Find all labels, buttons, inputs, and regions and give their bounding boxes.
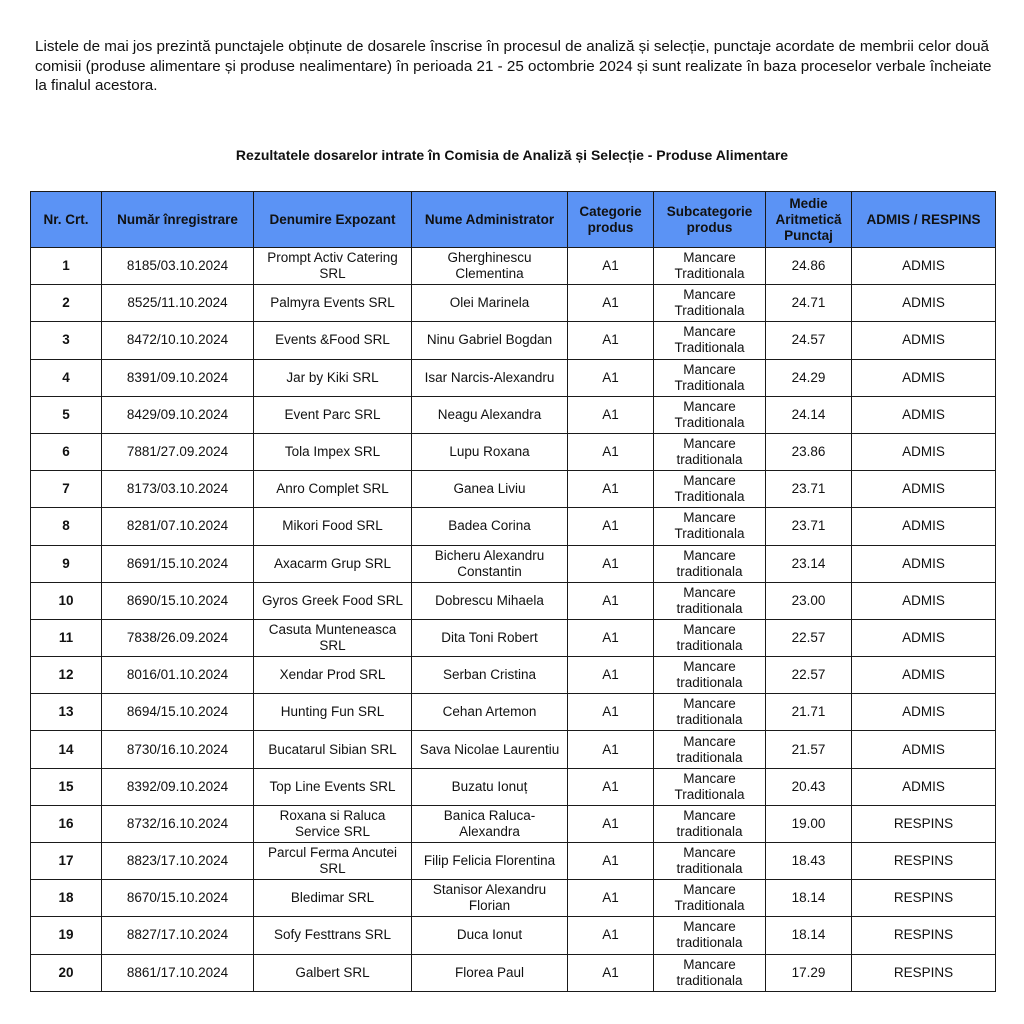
cell-subcategory: Mancare traditionala <box>654 619 766 656</box>
header-score: Medie Aritmetică Punctaj <box>766 192 852 248</box>
table-row <box>31 768 996 805</box>
cell-category: A1 <box>568 657 654 694</box>
cell-nr: 2 <box>31 285 102 322</box>
cell-subcategory: Mancare traditionala <box>654 843 766 880</box>
cell-exhibitor: Bucatarul Sibian SRL <box>254 731 412 768</box>
cell-registration: 8472/10.10.2024 <box>102 322 254 359</box>
cell-administrator: Bicheru Alexandru Constantin <box>412 545 568 582</box>
intro-paragraph: Listele de mai jos prezintă punctajele obținute de dosarele înscrise în procesul de analiză și selecție, punctaje acordate de membrii celor două comisii (produse alimentare și produse nealimentare) în perioada 21 - 25 octombrie 2024 și sunt realizate în baza proceselor verbale încheiate la finalul acestora. <box>35 38 992 94</box>
cell-registration: 8281/07.10.2024 <box>102 508 254 545</box>
cell-administrator: Neagu Alexandra <box>412 396 568 433</box>
table-row <box>31 322 996 359</box>
table-row <box>31 843 996 880</box>
cell-result: ADMIS <box>852 285 996 322</box>
cell-category: A1 <box>568 694 654 731</box>
cell-subcategory: Mancare traditionala <box>654 805 766 842</box>
cell-result: RESPINS <box>852 954 996 991</box>
cell-registration: 8016/01.10.2024 <box>102 657 254 694</box>
cell-administrator: Florea Paul <box>412 954 568 991</box>
cell-nr: 7 <box>31 471 102 508</box>
table-row <box>31 805 996 842</box>
cell-subcategory: Mancare Traditionala <box>654 508 766 545</box>
cell-category: A1 <box>568 768 654 805</box>
cell-nr: 4 <box>31 359 102 396</box>
cell-score: 21.57 <box>766 731 852 768</box>
table-row <box>31 731 996 768</box>
cell-administrator: Olei Marinela <box>412 285 568 322</box>
cell-administrator: Dobrescu Mihaela <box>412 582 568 619</box>
cell-result: ADMIS <box>852 508 996 545</box>
cell-administrator: Lupu Roxana <box>412 433 568 470</box>
cell-registration: 8730/16.10.2024 <box>102 731 254 768</box>
cell-category: A1 <box>568 805 654 842</box>
table-row <box>31 880 996 917</box>
cell-nr: 3 <box>31 322 102 359</box>
cell-administrator: Isar Narcis-Alexandru <box>412 359 568 396</box>
cell-score: 20.43 <box>766 768 852 805</box>
cell-registration: 8694/15.10.2024 <box>102 694 254 731</box>
cell-score: 23.71 <box>766 471 852 508</box>
table-row <box>31 285 996 322</box>
cell-result: RESPINS <box>852 843 996 880</box>
cell-result: ADMIS <box>852 545 996 582</box>
cell-subcategory: Mancare traditionala <box>654 433 766 470</box>
cell-exhibitor: Galbert SRL <box>254 954 412 991</box>
cell-subcategory: Mancare Traditionala <box>654 285 766 322</box>
table-row <box>31 619 996 656</box>
cell-subcategory: Mancare traditionala <box>654 694 766 731</box>
cell-score: 24.57 <box>766 322 852 359</box>
table-row <box>31 508 996 545</box>
cell-exhibitor: Anro Complet SRL <box>254 471 412 508</box>
cell-score: 23.71 <box>766 508 852 545</box>
cell-nr: 16 <box>31 805 102 842</box>
cell-subcategory: Mancare traditionala <box>654 917 766 954</box>
cell-result: ADMIS <box>852 433 996 470</box>
cell-nr: 5 <box>31 396 102 433</box>
cell-exhibitor: Palmyra Events SRL <box>254 285 412 322</box>
cell-result: ADMIS <box>852 582 996 619</box>
cell-exhibitor: Casuta Munteneasca SRL <box>254 619 412 656</box>
cell-category: A1 <box>568 471 654 508</box>
cell-administrator: Dita Toni Robert <box>412 619 568 656</box>
cell-registration: 8691/15.10.2024 <box>102 545 254 582</box>
cell-result: ADMIS <box>852 248 996 285</box>
cell-exhibitor: Xendar Prod SRL <box>254 657 412 694</box>
table-row <box>31 433 996 470</box>
results-table <box>30 191 996 992</box>
cell-category: A1 <box>568 322 654 359</box>
table-row <box>31 657 996 694</box>
cell-administrator: Filip Felicia Florentina <box>412 843 568 880</box>
cell-registration: 8861/17.10.2024 <box>102 954 254 991</box>
cell-subcategory: Mancare Traditionala <box>654 359 766 396</box>
table-header-row <box>31 192 996 248</box>
cell-exhibitor: Bledimar SRL <box>254 880 412 917</box>
cell-nr: 11 <box>31 619 102 656</box>
cell-nr: 15 <box>31 768 102 805</box>
header-exhibitor: Denumire Expozant <box>254 192 412 248</box>
table-title: Rezultatele dosarelor intrate în Comisia de Analiză și Selecție - Produse Alimentare <box>235 147 789 163</box>
cell-score: 21.71 <box>766 694 852 731</box>
cell-score: 19.00 <box>766 805 852 842</box>
cell-result: RESPINS <box>852 917 996 954</box>
table-row <box>31 694 996 731</box>
cell-subcategory: Mancare Traditionala <box>654 248 766 285</box>
cell-result: ADMIS <box>852 322 996 359</box>
cell-registration: 8823/17.10.2024 <box>102 843 254 880</box>
cell-score: 24.29 <box>766 359 852 396</box>
cell-result: ADMIS <box>852 471 996 508</box>
cell-exhibitor: Top Line Events SRL <box>254 768 412 805</box>
cell-nr: 12 <box>31 657 102 694</box>
cell-subcategory: Mancare traditionala <box>654 954 766 991</box>
cell-exhibitor: Events &Food SRL <box>254 322 412 359</box>
table-row <box>31 359 996 396</box>
cell-registration: 8185/03.10.2024 <box>102 248 254 285</box>
cell-category: A1 <box>568 248 654 285</box>
cell-administrator: Ganea Liviu <box>412 471 568 508</box>
cell-exhibitor: Mikori Food SRL <box>254 508 412 545</box>
cell-nr: 1 <box>31 248 102 285</box>
cell-registration: 7881/27.09.2024 <box>102 433 254 470</box>
cell-subcategory: Mancare Traditionala <box>654 396 766 433</box>
cell-nr: 8 <box>31 508 102 545</box>
cell-category: A1 <box>568 619 654 656</box>
header-result: ADMIS / RESPINS <box>852 192 996 248</box>
cell-subcategory: Mancare Traditionala <box>654 880 766 917</box>
cell-registration: 8732/16.10.2024 <box>102 805 254 842</box>
cell-score: 24.86 <box>766 248 852 285</box>
cell-nr: 14 <box>31 731 102 768</box>
cell-nr: 13 <box>31 694 102 731</box>
header-nr: Nr. Crt. <box>31 192 102 248</box>
cell-nr: 19 <box>31 917 102 954</box>
cell-category: A1 <box>568 285 654 322</box>
cell-exhibitor: Tola Impex SRL <box>254 433 412 470</box>
cell-category: A1 <box>568 433 654 470</box>
cell-administrator: Banica Raluca-Alexandra <box>412 805 568 842</box>
cell-registration: 7838/26.09.2024 <box>102 619 254 656</box>
cell-score: 23.00 <box>766 582 852 619</box>
cell-category: A1 <box>568 731 654 768</box>
table-row <box>31 545 996 582</box>
cell-nr: 6 <box>31 433 102 470</box>
cell-exhibitor: Jar by Kiki SRL <box>254 359 412 396</box>
cell-score: 18.14 <box>766 917 852 954</box>
cell-subcategory: Mancare traditionala <box>654 657 766 694</box>
cell-score: 22.57 <box>766 619 852 656</box>
cell-registration: 8392/09.10.2024 <box>102 768 254 805</box>
cell-nr: 20 <box>31 954 102 991</box>
cell-score: 22.57 <box>766 657 852 694</box>
header-subcategory: Subcategorie produs <box>654 192 766 248</box>
cell-category: A1 <box>568 917 654 954</box>
cell-administrator: Serban Cristina <box>412 657 568 694</box>
cell-registration: 8525/11.10.2024 <box>102 285 254 322</box>
cell-subcategory: Mancare traditionala <box>654 545 766 582</box>
header-administrator: Nume Administrator <box>412 192 568 248</box>
cell-registration: 8690/15.10.2024 <box>102 582 254 619</box>
cell-subcategory: Mancare traditionala <box>654 582 766 619</box>
cell-exhibitor: Roxana si Raluca Service SRL <box>254 805 412 842</box>
cell-exhibitor: Hunting Fun SRL <box>254 694 412 731</box>
cell-category: A1 <box>568 843 654 880</box>
table-row <box>31 954 996 991</box>
cell-administrator: Sava Nicolae Laurentiu <box>412 731 568 768</box>
cell-result: ADMIS <box>852 768 996 805</box>
table-row <box>31 471 996 508</box>
cell-category: A1 <box>568 954 654 991</box>
cell-score: 18.43 <box>766 843 852 880</box>
cell-registration: 8827/17.10.2024 <box>102 917 254 954</box>
cell-subcategory: Mancare Traditionala <box>654 768 766 805</box>
cell-result: ADMIS <box>852 657 996 694</box>
cell-nr: 10 <box>31 582 102 619</box>
cell-result: ADMIS <box>852 694 996 731</box>
cell-exhibitor: Prompt Activ Catering SRL <box>254 248 412 285</box>
cell-exhibitor: Parcul Ferma Ancutei SRL <box>254 843 412 880</box>
cell-exhibitor: Gyros Greek Food SRL <box>254 582 412 619</box>
cell-result: ADMIS <box>852 619 996 656</box>
cell-nr: 9 <box>31 545 102 582</box>
cell-exhibitor: Axacarm Grup SRL <box>254 545 412 582</box>
cell-score: 23.14 <box>766 545 852 582</box>
cell-nr: 18 <box>31 880 102 917</box>
cell-category: A1 <box>568 359 654 396</box>
cell-result: RESPINS <box>852 805 996 842</box>
cell-category: A1 <box>568 545 654 582</box>
cell-exhibitor: Event Parc SRL <box>254 396 412 433</box>
cell-subcategory: Mancare Traditionala <box>654 322 766 359</box>
table-row <box>31 917 996 954</box>
cell-administrator: Badea Corina <box>412 508 568 545</box>
table-row <box>31 396 996 433</box>
cell-category: A1 <box>568 396 654 433</box>
cell-result: ADMIS <box>852 359 996 396</box>
cell-administrator: Gherghinescu Clementina <box>412 248 568 285</box>
cell-subcategory: Mancare Traditionala <box>654 471 766 508</box>
cell-nr: 17 <box>31 843 102 880</box>
cell-registration: 8391/09.10.2024 <box>102 359 254 396</box>
cell-result: RESPINS <box>852 880 996 917</box>
cell-score: 18.14 <box>766 880 852 917</box>
cell-exhibitor: Sofy Festtrans SRL <box>254 917 412 954</box>
cell-registration: 8173/03.10.2024 <box>102 471 254 508</box>
cell-score: 24.14 <box>766 396 852 433</box>
cell-subcategory: Mancare traditionala <box>654 731 766 768</box>
cell-administrator: Stanisor Alexandru Florian <box>412 880 568 917</box>
cell-registration: 8429/09.10.2024 <box>102 396 254 433</box>
cell-result: ADMIS <box>852 731 996 768</box>
cell-category: A1 <box>568 880 654 917</box>
table-row <box>31 248 996 285</box>
cell-score: 17.29 <box>766 954 852 991</box>
cell-administrator: Duca Ionut <box>412 917 568 954</box>
cell-category: A1 <box>568 508 654 545</box>
cell-score: 24.71 <box>766 285 852 322</box>
header-category: Categorie produs <box>568 192 654 248</box>
cell-registration: 8670/15.10.2024 <box>102 880 254 917</box>
cell-score: 23.86 <box>766 433 852 470</box>
header-registration: Număr înregistrare <box>102 192 254 248</box>
cell-category: A1 <box>568 582 654 619</box>
table-row <box>31 582 996 619</box>
cell-result: ADMIS <box>852 396 996 433</box>
cell-administrator: Ninu Gabriel Bogdan <box>412 322 568 359</box>
table-body <box>31 248 996 992</box>
cell-administrator: Buzatu Ionuț <box>412 768 568 805</box>
cell-administrator: Cehan Artemon <box>412 694 568 731</box>
